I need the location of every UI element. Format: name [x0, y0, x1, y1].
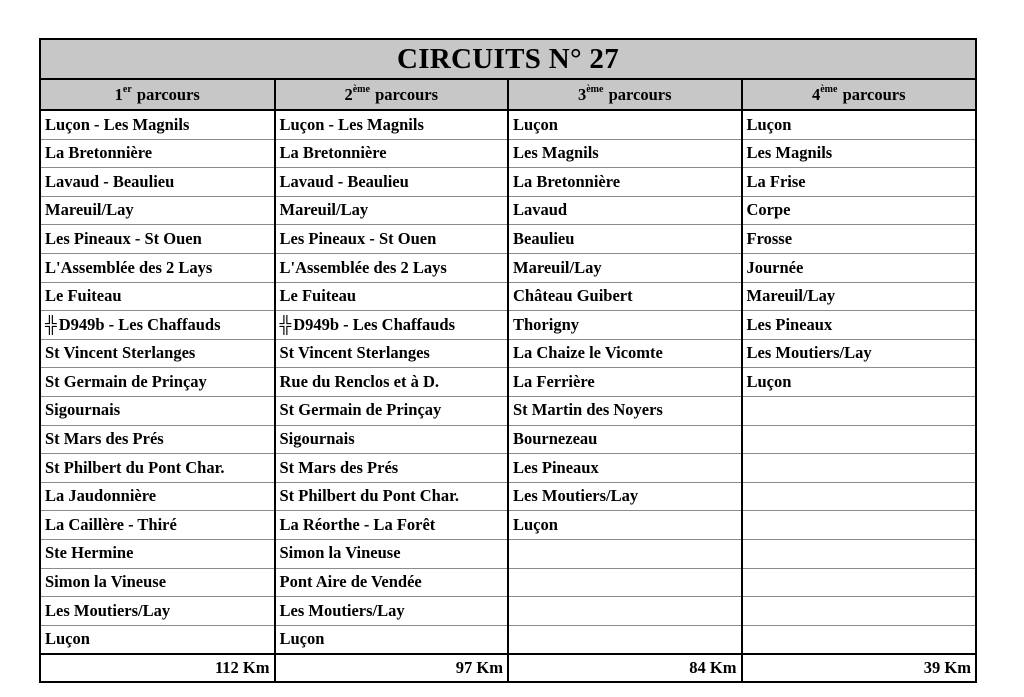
circuits-table: [41, 80, 975, 681]
table-row: [41, 539, 975, 568]
route-stop-cell: [508, 196, 742, 225]
railway-crossing-icon: ╬: [279, 314, 292, 334]
route-stop-cell: [742, 396, 976, 425]
route-stop-text: Luçon: [746, 371, 792, 391]
route-stop-text: Mareuil/Lay: [45, 200, 134, 220]
column-label: parcours: [375, 84, 439, 104]
table-row: [41, 225, 975, 254]
route-stop-text: Thorigny: [513, 314, 580, 334]
route-stop-cell: [508, 168, 742, 197]
route-stop-cell: [275, 539, 509, 568]
table-row: [41, 568, 975, 597]
route-stop-cell: [41, 568, 275, 597]
route-stop-text: Luçon: [513, 114, 558, 134]
route-stop-cell: [41, 482, 275, 511]
route-stop-cell: [742, 339, 976, 368]
route-stop-cell: [275, 110, 509, 139]
route-stop-cell: [742, 482, 976, 511]
route-stop-cell: [275, 511, 509, 540]
route-stop-text: Mareuil/Lay: [746, 286, 836, 306]
route-stop-cell: [275, 425, 509, 454]
route-stop-cell: [41, 196, 275, 225]
route-stop-cell: [742, 625, 976, 654]
route-stop-cell: [275, 168, 509, 197]
route-stop-text: La Jaudonnière: [45, 486, 157, 506]
route-stop-text: Les Magnils: [746, 143, 833, 163]
route-stop-cell: [41, 396, 275, 425]
route-stop-cell: [508, 597, 742, 626]
route-stop-cell: [275, 225, 509, 254]
route-stop-cell: [742, 282, 976, 311]
route-stop-cell: [508, 311, 742, 340]
route-stop-cell: [41, 511, 275, 540]
route-stop-text: Sigournais: [45, 400, 121, 420]
table-row: [41, 625, 975, 654]
route-stop-cell: [275, 597, 509, 626]
route-stop-cell: [41, 339, 275, 368]
route-stop-cell: [742, 539, 976, 568]
route-stop-cell: [275, 482, 509, 511]
route-stop-text: Le Fuiteau: [45, 286, 122, 306]
route-stop-text: D949b - Les Chaffauds: [58, 314, 221, 334]
table-row: [41, 511, 975, 540]
route-stop-text: La Réorthe - La Forêt: [279, 514, 436, 534]
route-stop-text: Luçon: [279, 629, 325, 649]
route-stop-cell: [41, 139, 275, 168]
route-stop-cell: [41, 625, 275, 654]
route-stop-cell: [508, 539, 742, 568]
route-stop-text: Les Pineaux: [746, 314, 833, 334]
route-stop-cell: [742, 425, 976, 454]
route-stop-cell: [508, 568, 742, 597]
route-stop-text: Journée: [746, 257, 804, 277]
circuits-sheet: [39, 38, 977, 683]
route-stop-cell: [742, 311, 976, 340]
route-stop-cell: [742, 139, 976, 168]
route-stop-cell: [41, 253, 275, 282]
route-stop-cell: [742, 168, 976, 197]
railway-crossing-icon: ╬: [45, 314, 57, 334]
total-distance: 97 Km: [275, 654, 509, 681]
total-distance: 84 Km: [508, 654, 742, 681]
route-stop-cell: [742, 597, 976, 626]
route-stop-text: Les Magnils: [513, 143, 599, 163]
column-header-3: [508, 80, 742, 110]
table-row: [41, 339, 975, 368]
route-stop-cell: [41, 311, 275, 340]
route-stop-cell: [508, 454, 742, 483]
page-title: CIRCUITS N° 27: [41, 40, 975, 80]
route-stop-cell: [41, 597, 275, 626]
route-stop-text: Les Pineaux: [513, 457, 599, 477]
route-stop-cell: [508, 482, 742, 511]
column-number: 3: [577, 84, 587, 104]
route-stop-text: Les Moutiers/Lay: [513, 486, 639, 506]
route-stop-cell: [742, 110, 976, 139]
route-stop-text: Ste Hermine: [45, 543, 134, 563]
route-stop-cell: [41, 168, 275, 197]
column-ordinal-suffix: er: [122, 84, 132, 95]
table-row: [41, 196, 975, 225]
route-stop-text: Luçon: [746, 114, 792, 134]
route-stop-text: St Philbert du Pont Char.: [45, 457, 225, 477]
route-stop-text: Lavaud - Beaulieu: [279, 171, 409, 191]
route-stop-cell: [275, 568, 509, 597]
route-stop-text: Mareuil/Lay: [279, 200, 369, 220]
route-stop-cell: [508, 110, 742, 139]
route-stop-text: Pont Aire de Vendée: [279, 572, 422, 592]
column-ordinal-suffix: ème: [820, 84, 838, 95]
route-stop-cell: [275, 339, 509, 368]
route-stop-cell: [41, 368, 275, 397]
column-number: 1: [114, 84, 123, 104]
route-stop-text: Luçon - Les Magnils: [279, 114, 424, 134]
route-stop-cell: [742, 253, 976, 282]
route-stop-text: Le Fuiteau: [279, 286, 357, 306]
route-stop-cell: [41, 110, 275, 139]
route-stop-text: La Bretonnière: [45, 143, 153, 163]
route-stop-cell: [508, 139, 742, 168]
table-row: [41, 253, 975, 282]
route-stop-text: Bournezeau: [513, 429, 598, 449]
route-stop-text: Simon la Vineuse: [45, 572, 167, 592]
table-row: [41, 454, 975, 483]
route-stop-cell: [275, 311, 509, 340]
route-stop-text: St Mars des Prés: [45, 429, 164, 449]
table-row: [41, 110, 975, 139]
route-stop-cell: [275, 196, 509, 225]
route-stop-text: La Frise: [746, 171, 806, 191]
route-stop-text: Château Guibert: [513, 286, 633, 306]
totals-row: [41, 654, 975, 681]
column-number: 2: [344, 84, 353, 104]
table-row: [41, 482, 975, 511]
column-label: parcours: [136, 84, 200, 104]
table-row: [41, 139, 975, 168]
route-stop-cell: [742, 368, 976, 397]
column-header-1: [41, 80, 275, 110]
route-stop-cell: [41, 225, 275, 254]
route-stop-cell: [508, 625, 742, 654]
route-stop-text: St Germain de Prinçay: [45, 371, 207, 391]
route-stop-text: La Caillère - Thiré: [45, 514, 177, 534]
route-stop-text: St Germain de Prinçay: [279, 400, 442, 420]
route-stop-cell: [742, 225, 976, 254]
table-row: [41, 311, 975, 340]
route-stop-cell: [275, 282, 509, 311]
route-stop-cell: [41, 425, 275, 454]
route-stop-text: Beaulieu: [513, 228, 575, 248]
route-stop-cell: [275, 139, 509, 168]
route-stop-cell: [508, 425, 742, 454]
table-row: [41, 396, 975, 425]
column-label: parcours: [842, 84, 906, 104]
column-label: parcours: [608, 84, 672, 104]
route-stop-text: D949b - Les Chaffauds: [293, 314, 456, 334]
route-stop-text: La Ferrière: [513, 371, 595, 391]
route-stop-cell: [41, 454, 275, 483]
route-stop-cell: [275, 396, 509, 425]
route-stop-text: Les Moutiers/Lay: [746, 343, 872, 363]
route-stop-cell: [508, 339, 742, 368]
table-row: [41, 425, 975, 454]
route-stop-text: Les Moutiers/Lay: [45, 600, 171, 620]
route-stop-text: St Mars des Prés: [279, 457, 399, 477]
route-stop-cell: [41, 282, 275, 311]
route-stop-cell: [41, 539, 275, 568]
column-number: 4: [811, 84, 821, 104]
route-stop-text: Les Moutiers/Lay: [279, 600, 405, 620]
route-stop-text: Corpe: [746, 200, 791, 220]
route-stop-text: La Bretonnière: [513, 171, 621, 191]
column-header-4: [742, 80, 976, 110]
route-stop-cell: [508, 225, 742, 254]
route-stop-text: Lavaud - Beaulieu: [45, 171, 175, 191]
route-stop-text: St Vincent Sterlanges: [279, 343, 430, 363]
route-stop-text: La Chaize le Vicomte: [513, 343, 663, 363]
column-header-2: [275, 80, 509, 110]
route-stop-text: Frosse: [746, 228, 793, 248]
route-stop-cell: [508, 396, 742, 425]
route-stop-text: Les Pineaux - St Ouen: [279, 228, 437, 248]
total-distance: 112 Km: [41, 654, 275, 681]
route-stop-text: Les Pineaux - St Ouen: [45, 228, 202, 248]
column-ordinal-suffix: ème: [352, 84, 370, 95]
route-stop-text: Lavaud: [513, 200, 568, 220]
table-row: [41, 282, 975, 311]
route-stop-cell: [508, 282, 742, 311]
route-stop-text: L'Assemblée des 2 Lays: [45, 257, 213, 277]
route-stop-text: Luçon: [45, 629, 90, 649]
column-ordinal-suffix: ème: [586, 84, 604, 95]
table-row: [41, 168, 975, 197]
route-stop-cell: [742, 196, 976, 225]
route-stop-text: St Martin des Noyers: [513, 400, 663, 420]
route-stop-text: Luçon - Les Magnils: [45, 114, 190, 134]
route-stop-text: Simon la Vineuse: [279, 543, 401, 563]
table-row: [41, 597, 975, 626]
route-stop-cell: [742, 511, 976, 540]
route-stop-cell: [508, 511, 742, 540]
route-stop-text: L'Assemblée des 2 Lays: [279, 257, 447, 277]
route-stop-text: St Vincent Sterlanges: [45, 343, 196, 363]
route-stop-cell: [508, 368, 742, 397]
route-stop-cell: [275, 368, 509, 397]
route-stop-cell: [275, 253, 509, 282]
route-stop-text: Mareuil/Lay: [513, 257, 602, 277]
header-row: [41, 80, 975, 110]
route-stop-cell: [275, 625, 509, 654]
route-stop-cell: [742, 568, 976, 597]
route-stop-text: St Philbert du Pont Char.: [279, 486, 460, 506]
total-distance: 39 Km: [742, 654, 976, 681]
route-stop-cell: [508, 253, 742, 282]
table-row: [41, 368, 975, 397]
route-stop-cell: [742, 454, 976, 483]
route-stop-text: La Bretonnière: [279, 143, 387, 163]
route-stop-cell: [275, 454, 509, 483]
route-stop-text: Sigournais: [279, 429, 355, 449]
route-stop-text: Luçon: [513, 514, 558, 534]
route-stop-text: Rue du Renclos et à D.: [279, 371, 439, 391]
